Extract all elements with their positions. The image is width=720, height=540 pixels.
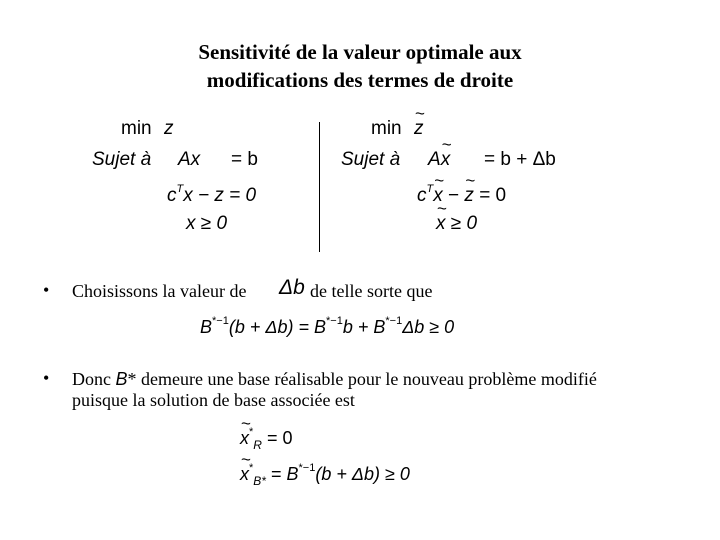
- bullet-1-text-before: Choisissons la valeur de: [72, 281, 247, 301]
- objective-variable: z: [164, 118, 174, 139]
- objective-variable-tilde: ~ z: [414, 118, 424, 140]
- constraint-ax-tilde: A~ x: [428, 149, 450, 171]
- nonnegativity-constraint: x ≥ 0: [186, 213, 228, 234]
- title-line-1: Sensitivité de la valeur optimale aux: [198, 40, 522, 64]
- title-line-2: modifications des termes de droite: [206, 68, 514, 92]
- vertical-divider: [319, 122, 320, 252]
- basic-solution-eq: ~ $x^*_{B*} = B^{*-1}(b + \Delta b) \ge 0$: [240, 462, 410, 488]
- feasibility-formula: $B^{*-1}(b + \Delta b) = B^{*-1}b + B^{*-1}\Delta b \ge 0$: [200, 315, 455, 337]
- min-label-modified: min: [371, 118, 402, 139]
- bullet-dot: •: [43, 368, 50, 388]
- min-label: min: [121, 118, 152, 139]
- constraint-rhs: = b: [231, 149, 258, 170]
- cost-constraint: $c^Tx - z = 0$: [167, 183, 257, 206]
- delta-b-symbol: Δb: [279, 276, 305, 299]
- nonnegativity-constraint-modified: ~ x ≥ 0: [436, 213, 477, 235]
- constraint-rhs-modified: = b + Δb: [484, 149, 556, 170]
- bullet-1-text-after: de telle sorte que: [310, 281, 433, 301]
- subject-to-label: Sujet à: [92, 149, 152, 170]
- slide-title: [60, 38, 660, 94]
- bullet-2-line-2: puisque la solution de base associée est: [72, 390, 355, 410]
- constraint-ax: Ax: [178, 149, 201, 170]
- subject-to-label-modified: Sujet à: [341, 149, 401, 170]
- cost-constraint-modified: $c^T\sim$ x − ~ z = 0: [417, 183, 506, 207]
- nonbasic-solution-eq: ~ $x^*_R = 0$: [240, 426, 293, 452]
- bullet-2-line-1: Donc B* demeure une base réalisable pour le nouveau problème modifié: [72, 369, 597, 389]
- bullet-dot: •: [43, 280, 50, 300]
